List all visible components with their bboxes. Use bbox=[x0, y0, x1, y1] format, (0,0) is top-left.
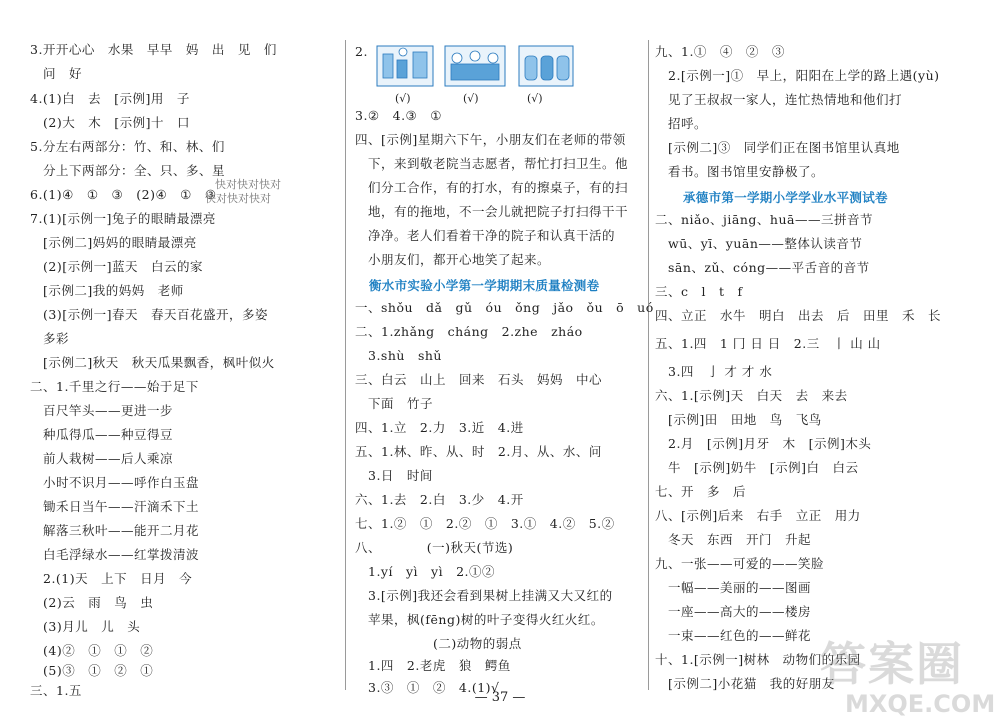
answer-line: 二、niǎo、jiāng、huā——三拼音节 bbox=[655, 212, 873, 227]
answer-line: 5.分左右两部分：竹、和、林、们 bbox=[30, 139, 225, 154]
answer-line: 种瓜得瓜——种豆得豆 bbox=[30, 427, 174, 442]
answer-line: 前人栽树——后人乘凉 bbox=[30, 451, 174, 466]
answer-line: [示例二]③ 同学们正在图书馆里认真地 bbox=[655, 140, 900, 155]
section-heading: 承德市第一学期小学学业水平测试卷 bbox=[683, 190, 888, 205]
illustration-strip bbox=[375, 42, 575, 88]
watermark-logo: 答案圈 bbox=[820, 637, 964, 691]
column-divider bbox=[345, 40, 346, 690]
answer-line: 四、1.立 2.力 3.近 4.进 bbox=[355, 420, 524, 435]
answer-line: 二、1.千里之行——始于足下 bbox=[30, 379, 199, 394]
column-left bbox=[30, 0, 340, 700]
answer-line: 解落三秋叶——能开二月花 bbox=[30, 523, 200, 538]
answer-line: 2.[示例一]① 早上，阳阳在上学的路上遇(yù) bbox=[655, 68, 940, 83]
answer-line: (4)② ① ① ② bbox=[30, 643, 154, 658]
answer-line: 见了王叔叔一家人，连忙热情地和他们打 bbox=[655, 92, 903, 107]
column-middle bbox=[355, 0, 654, 700]
answer-line: 五、1.林、昨、从、时 2.月、从、水、问 bbox=[355, 444, 602, 459]
answer-line: 下，来到敬老院当志愿者，帮忙打扫卫生。他 bbox=[355, 156, 629, 171]
answer-line: 八、 (一)秋天(节选) bbox=[355, 540, 514, 555]
answer-line: (2)云 雨 鸟 虫 bbox=[30, 595, 154, 610]
answer-line: 3.② 4.③ ① bbox=[355, 108, 442, 123]
answer-line: 小时不识月——呼作白玉盘 bbox=[30, 475, 200, 490]
answer-line: 多彩 bbox=[30, 331, 70, 346]
section-heading: 衡水市实验小学第一学期期末质量检测卷 bbox=[369, 278, 600, 293]
answer-line: (3)月儿 儿 头 bbox=[30, 619, 141, 634]
answer-line: 一、shǒu dǎ gǔ óu ǒng jǎo ǒu ō uó bbox=[355, 300, 654, 315]
answer-line: (3)[示例一]春天 春天百花盛开，多姿 bbox=[30, 307, 268, 322]
answer-line: 6.(1)④ ① ③ (2)④ ① ③ bbox=[30, 187, 217, 202]
answer-line: 地，有的拖地，不一会儿就把院子打扫得干干 bbox=[355, 204, 629, 219]
answer-line: 七、1.② ① 2.② ① 3.① 4.② 5.② bbox=[355, 516, 615, 531]
answer-line: 3.日 时间 bbox=[355, 468, 433, 483]
answer-line: 十、1.[示例一]树林 动物们的乐园 bbox=[655, 652, 861, 667]
answer-line: 们分工合作，有的打水，有的擦桌子，有的扫 bbox=[355, 180, 629, 195]
question-number: 2. bbox=[355, 44, 368, 59]
answer-line: 一幅——美丽的——图画 bbox=[655, 580, 812, 595]
answer-line: 白毛浮绿水——红掌拨清波 bbox=[30, 547, 200, 562]
answer-line: [示例二]秋天 秋天瓜果飘香，枫叶似火 bbox=[30, 355, 275, 370]
answer-line: (二)动物的弱点 bbox=[355, 636, 522, 651]
picture-answer: (√) bbox=[463, 92, 479, 105]
answer-line: 一束——红色的——鲜花 bbox=[655, 628, 812, 643]
answer-line: 3.四 亅 才 才 水 bbox=[655, 364, 773, 379]
answer-line: 3.shù shǔ bbox=[355, 348, 442, 363]
answer-line: 四、[示例]星期六下午，小朋友们在老师的带领 bbox=[355, 132, 626, 147]
answer-line: 1.四 2.老虎 狼 鳄鱼 bbox=[355, 658, 511, 673]
answer-line: 百尺竿头——更进一步 bbox=[30, 403, 174, 418]
answer-line: 4.(1)白 去 [示例]用 子 bbox=[30, 91, 190, 106]
answer-line: 苹果，枫(fēng)树的叶子变得火红火红。 bbox=[355, 612, 604, 627]
answer-line: wū、yī、yuān——整体认读音节 bbox=[655, 236, 863, 251]
picture-answer: (√) bbox=[395, 92, 411, 105]
answer-line: (2)大 木 [示例]十 口 bbox=[30, 115, 190, 130]
answer-line: 牛 [示例]奶牛 [示例]白 白云 bbox=[655, 460, 859, 475]
answer-line: 三、1.五 bbox=[30, 683, 82, 698]
picture-answer: (√) bbox=[527, 92, 543, 105]
answer-line: sān、zǔ、cóng——平舌音的音节 bbox=[655, 260, 870, 275]
answer-line: 九、1.① ④ ② ③ bbox=[655, 44, 785, 59]
answer-line: 分上下两部分：全、只、多、星 bbox=[30, 163, 226, 178]
answer-line: 六、1.[示例]天 白天 去 来去 bbox=[655, 388, 848, 403]
answer-line: 二、1.zhǎng cháng 2.zhe zháo bbox=[355, 324, 583, 339]
answer-line: 招呼。 bbox=[655, 116, 708, 131]
answer-line: 问 好 bbox=[30, 66, 83, 81]
answer-line: [示例二]妈妈的眼睛最漂亮 bbox=[30, 235, 197, 250]
answer-line: 一座——高大的——楼房 bbox=[655, 604, 812, 619]
answer-line: [示例二]小花猫 我的好朋友 bbox=[655, 676, 835, 691]
answer-line: 看书。图书馆里安静极了。 bbox=[655, 164, 825, 179]
answer-line: 净净。老人们看着干净的院子和认真干活的 bbox=[355, 228, 616, 243]
watermark-url: MXQE.COM bbox=[845, 690, 996, 718]
page-number: — 37 — bbox=[474, 690, 526, 705]
answer-line: [示例]田 田地 鸟 飞鸟 bbox=[655, 412, 822, 427]
answer-line: [示例二]我的妈妈 老师 bbox=[30, 283, 184, 298]
answer-line: 八、[示例]后来 右手 立正 用力 bbox=[655, 508, 861, 523]
answer-line: 3.开开心心 水果 早早 妈 出 见 们 bbox=[30, 42, 277, 57]
answer-line: 锄禾日当午——汗滴禾下土 bbox=[30, 499, 200, 514]
overlay-stamp-text: 快对快对快对 bbox=[205, 192, 271, 205]
answer-line: (5)③ ① ② ① bbox=[30, 663, 154, 678]
answer-line: 1.yí yì yì 2.①② bbox=[355, 564, 496, 579]
answer-line: 2.月 [示例]月牙 木 [示例]木头 bbox=[655, 436, 872, 451]
answer-line: 五、1.四 1 冂 日 日 2.三 丨 山 山 bbox=[655, 336, 881, 351]
answer-line: 3.③ ① ② 4.(1)√ bbox=[355, 680, 500, 695]
answer-line: (2)[示例一]蓝天 白云的家 bbox=[30, 259, 203, 274]
answer-line: 下面 竹子 bbox=[355, 396, 434, 411]
answer-line: 四、立正 水牛 明白 出去 后 田里 禾 长 bbox=[655, 308, 942, 323]
answer-line: 七、开 多 后 bbox=[655, 484, 747, 499]
overlay-stamp-text: 快对快对快对 bbox=[215, 178, 281, 191]
answer-line: 小朋友们，都开心地笑了起来。 bbox=[355, 252, 551, 267]
answer-line: 冬天 东西 开门 升起 bbox=[655, 532, 812, 547]
answer-line: 三、c l t f bbox=[655, 284, 743, 299]
answer-line: 2.(1)天 上下 日月 今 bbox=[30, 571, 193, 586]
answer-line: 7.(1)[示例一]兔子的眼睛最漂亮 bbox=[30, 211, 216, 226]
answer-line: 三、白云 山上 回来 石头 妈妈 中心 bbox=[355, 372, 603, 387]
column-right bbox=[655, 0, 975, 700]
column-divider bbox=[648, 40, 649, 690]
answer-line: 九、一张——可爱的——笑脸 bbox=[655, 556, 825, 571]
answer-line: 六、1.去 2.白 3.少 4.开 bbox=[355, 492, 524, 507]
answer-line: 3.[示例]我还会看到果树上挂满又大又红的 bbox=[355, 588, 613, 603]
